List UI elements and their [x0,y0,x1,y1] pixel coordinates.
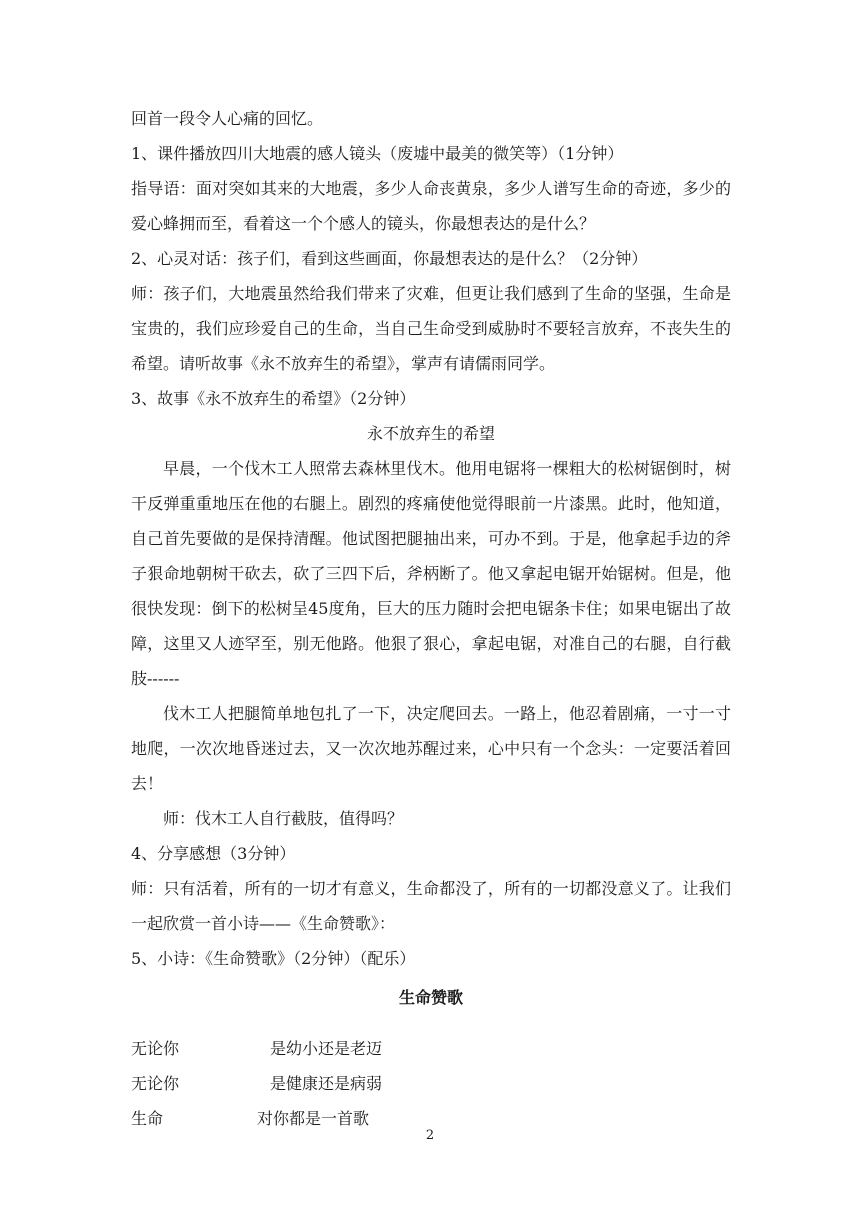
step-3-heading: 3、故事《永不放弃生的希望》（2分钟） [131,389,416,408]
teacher-question: 师：伐木工人自行截肢，值得吗？ [163,809,404,828]
poem-line-left: 无论你 [131,1039,180,1058]
poem-line [131,1031,731,1066]
teacher-paragraph: 师：孩子们，大地震虽然给我们带来了灾难，但更让我们感到了生命的坚强，生命是宝贵的，我们应珍爱自己的生命，当自己生命受到威胁时不要轻言放弃，不丧失生的希望。请听故事《永不放弃生的希望》，掌声有请儒雨同学。 [131,284,731,373]
story-title: 永不放弃生的希望 [366,424,495,443]
story-paragraph: 伐木工人把腿简单地包扎了一下，决定爬回去。一路上，他忍着剧痛，一寸一寸地爬，一次次地昏迷过去，又一次次地苏醒过来，心中只有一个念头：一定要活着回去！ [131,704,731,793]
step-1-heading: 1、课件播放四川大地震的感人镜头（废墟中最美的微笑等）（1分钟） [131,144,624,163]
poem-line-left: 生命 [131,1109,164,1128]
poem-title: 生命赞歌 [398,988,463,1007]
poem-line-right: 是幼小还是老迈 [270,1039,383,1058]
guidance-paragraph: 指导语：面对突如其来的大地震，多少人命丧黄泉，多少人谱写生命的奇迹，多少的爱心蜂拥而至，看着这一个个感人的镜头，你最想表达的是什么？ [131,179,731,233]
poem-line-right: 是健康还是病弱 [270,1074,383,1093]
step-4-heading: 4、分享感想（3分钟） [131,844,296,863]
step-5-heading: 5、小诗：《生命赞歌》（2分钟）（配乐） [131,949,416,968]
document-body [131,101,731,1136]
intro-line: 回首一段令人心痛的回忆。 [131,109,324,128]
poem-line [131,1066,731,1101]
poem-line-left: 无论你 [131,1074,180,1093]
story-paragraph: 早晨，一个伐木工人照常去森林里伐木。他用电锯将一棵粗大的松树锯倒时，树干反弹重重地压在他的右腿上。剧烈的疼痛使他觉得眼前一片漆黑。此时，他知道，自己首先要做的是保持清醒。他试图把腿抽出来，可办不到。于是，他拿起手边的斧子狠命地朝树干砍去，砍了三四下后，斧柄断了。他又拿起电锯开始锯树。但是，他很快发现：倒下的松树呈45度角，巨大的压力随时会把电锯条卡住；如果电锯出了故障，这里又人迹罕至，别无他路。他狠了狠心，拿起电锯，对准自己的右腿，自行截肢------ [131,459,731,688]
teacher-paragraph: 师：只有活着，所有的一切才有意义，生命都没了，所有的一切都没意义了。让我们一起欣赏一首小诗——《生命赞歌》： [131,879,731,933]
poem-line-right: 对你都是一首歌 [257,1109,370,1128]
step-2-heading: 2、心灵对话：孩子们，看到这些画面，你最想表达的是什么？（2分钟） [131,249,648,268]
page-number: 2 [425,1128,435,1143]
